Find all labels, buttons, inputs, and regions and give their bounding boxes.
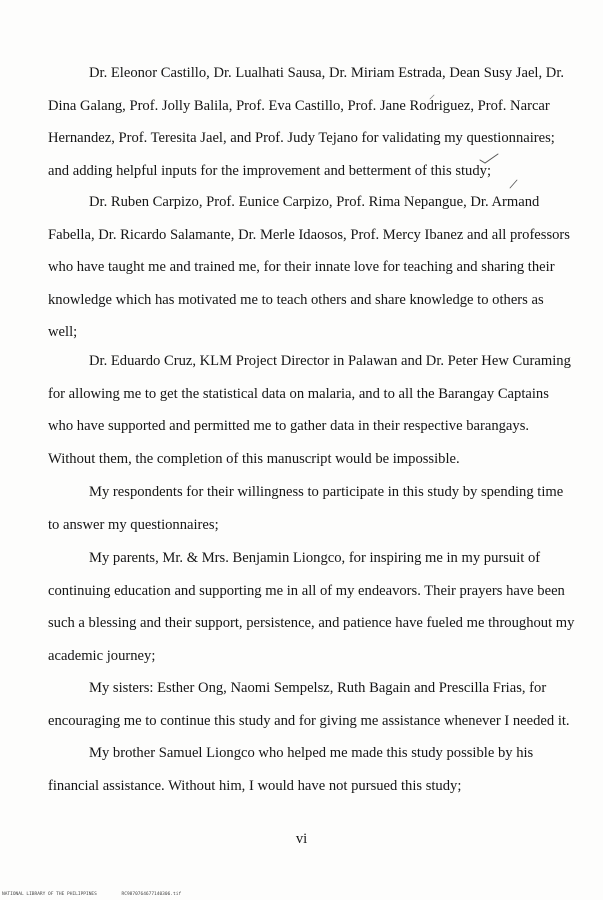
- paragraph-professors: Dr. Ruben Carpizo, Prof. Eunice Carpizo, Prof. Rima Nepangue, Dr. Armand Fabella, Dr. Ricardo Salamante, Dr. Merle Idaosos, Prof. Mercy Ibanez and all professors who have taught me and trained me, for their innate love for teaching and sharing their knowledge which has motivated me to teach others and share knowledge to others as well;: [48, 194, 570, 341]
- scan-id: RC9870764677140306.tif: [121, 892, 182, 897]
- paragraph-respondents: My respondents for their willingness to participate in this study by spending time to answer my questionnaires;: [48, 484, 564, 533]
- paragraph-parents: My parents, Mr. & Mrs. Benjamin Liongco, for inspiring me in my pursuit of continuing education and supporting me in all of my endeavors. Their prayers have been such a blessing and their support, persistence, and patience have fueled me throughout my academic journey;: [48, 550, 575, 664]
- paragraph-validators: Dr. Eleonor Castillo, Dr. Lualhati Sausa, Dr. Miriam Estrada, Dean Susy Jael, Dr. Dina Galang, Prof. Jolly Balila, Prof. Eva Castillo, Prof. Jane Rodriguez, Prof. Narcar Hernandez, Prof. Teresita Jael, and Prof. Judy Tejano for validating my questionnaires; and adding helpful inputs for the improvement and betterment of this study;: [48, 65, 565, 179]
- paragraph-sisters: My sisters: Esther Ong, Naomi Sempelsz, Ruth Bagain and Prescilla Frias, for encouraging me to continue this study and for giving me assistance whenever I needed it.: [48, 680, 570, 729]
- scan-footer: [2, 892, 203, 897]
- paragraph-brother: My brother Samuel Liongco who helped me made this study possible by his financial assistance. Without him, I would have not pursued this study;: [48, 745, 534, 794]
- library-stamp: NATIONAL LIBRARY OF THE PHILIPPINES: [2, 892, 97, 897]
- page-number: vi: [295, 831, 308, 847]
- paragraph-malaria-data: Dr. Eduardo Cruz, KLM Project Director in Palawan and Dr. Peter Hew Curaming for allowing me to get the statistical data on malaria, and to all the Barangay Captains who have supported and permitted me to gather data in their respective barangays. Without them, the completion of this manuscript would be impossible.: [48, 353, 571, 467]
